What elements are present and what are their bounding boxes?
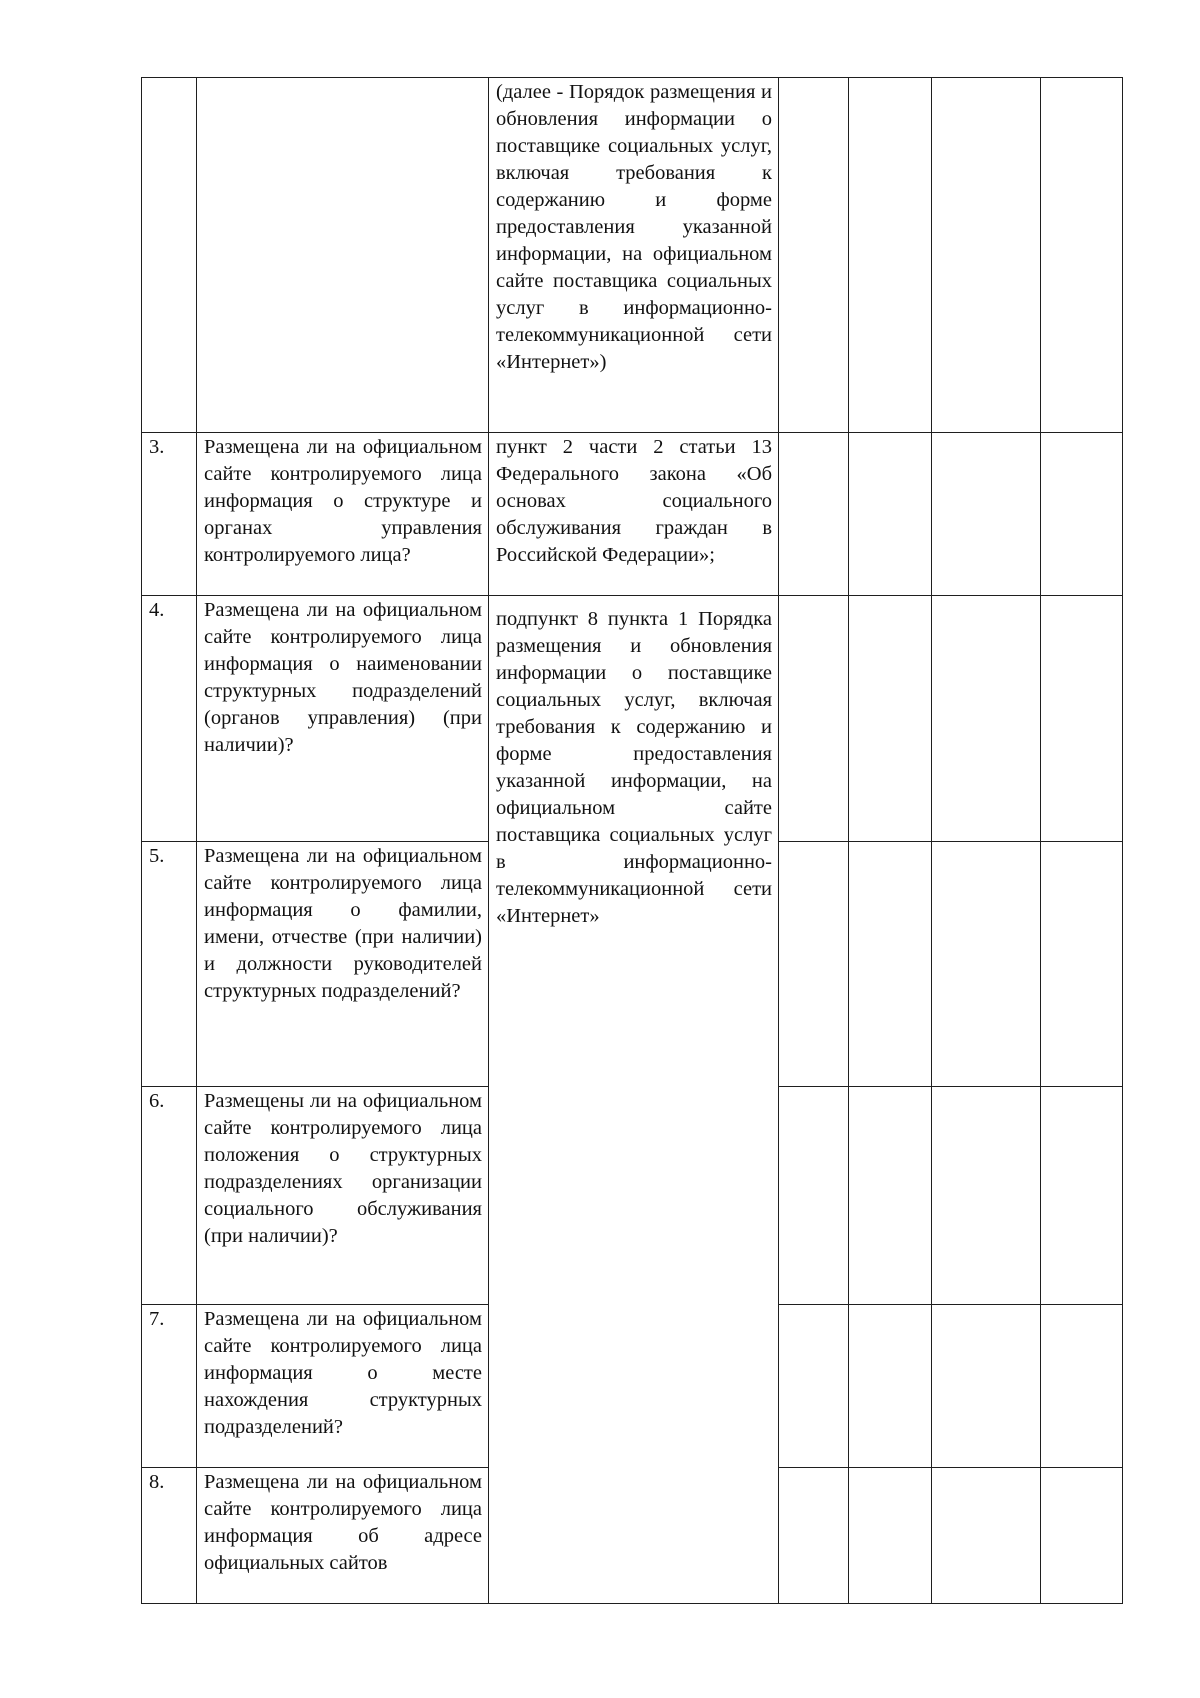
legal-basis-cell: (далее - Порядок размещения и обновления информации о поставщике социальных услуг, включая требования к содержанию и форме предоставления указанной информации, на официальном сайте поставщика социальных услуг в информационно-телекоммуникационной сети «Интернет») [489, 78, 779, 433]
table-row [142, 78, 1123, 433]
note-cell [1041, 78, 1123, 433]
answer-no-cell [849, 1087, 932, 1305]
answer-yes-cell [779, 433, 849, 596]
question-cell: Размещена ли на официальном сайте контролируемого лица информация о фамилии, имени, отчестве (при наличии) и должности руководителей структурных подразделений? [197, 842, 489, 1087]
answer-yes-cell [779, 78, 849, 433]
answer-na-cell [932, 1305, 1041, 1468]
checklist-table [141, 77, 1123, 1604]
row-number: 4. [142, 596, 197, 842]
answer-na-cell [932, 78, 1041, 433]
answer-na-cell [932, 433, 1041, 596]
legal-basis-cell: пункт 2 части 2 статьи 13 Федерального закона «Об основах социального обслуживания граждан в Российской Федерации»; [489, 433, 779, 596]
question-cell: Размещена ли на официальном сайте контролируемого лица информация об адресе официальных сайтов [197, 1468, 489, 1604]
row-number: 7. [142, 1305, 197, 1468]
answer-yes-cell [779, 596, 849, 842]
question-cell: Размещены ли на официальном сайте контролируемого лица положения о структурных подразделениях организации социального обслуживания (при наличии)? [197, 1087, 489, 1305]
question-cell: Размещена ли на официальном сайте контролируемого лица информация о месте нахождения структурных подразделений? [197, 1305, 489, 1468]
row-number: 8. [142, 1468, 197, 1604]
note-cell [1041, 1087, 1123, 1305]
answer-na-cell [932, 842, 1041, 1087]
question-cell: Размещена ли на официальном сайте контролируемого лица информация о наименовании структурных подразделений (органов управления) (при наличии)? [197, 596, 489, 842]
note-cell [1041, 842, 1123, 1087]
legal-basis-text: подпункт 8 пункта 1 Порядка размещения и обновления информации о поставщике социальных услуг, включая требования к содержанию и форме предоставления указанной информации, на официальном сайте поставщика социальных услуг в информационно-телекоммуникационной сети «Интернет» [496, 608, 772, 927]
question-cell [197, 78, 489, 433]
row-number: 3. [142, 433, 197, 596]
answer-yes-cell [779, 842, 849, 1087]
answer-na-cell [932, 1087, 1041, 1305]
answer-no-cell [849, 78, 932, 433]
answer-no-cell [849, 842, 932, 1087]
row-number: 5. [142, 842, 197, 1087]
legal-basis-cell [489, 596, 779, 1604]
answer-no-cell [849, 433, 932, 596]
note-cell [1041, 1305, 1123, 1468]
note-cell [1041, 433, 1123, 596]
row-number [142, 78, 197, 433]
row-number: 6. [142, 1087, 197, 1305]
question-cell: Размещена ли на официальном сайте контролируемого лица информация о структуре и органах управления контролируемого лица? [197, 433, 489, 596]
answer-yes-cell [779, 1087, 849, 1305]
note-cell [1041, 1468, 1123, 1604]
note-cell [1041, 596, 1123, 842]
answer-no-cell [849, 1305, 932, 1468]
table-row [142, 433, 1123, 596]
answer-na-cell [932, 1468, 1041, 1604]
answer-no-cell [849, 596, 932, 842]
answer-yes-cell [779, 1468, 849, 1604]
table-row [142, 596, 1123, 842]
answer-na-cell [932, 596, 1041, 842]
answer-yes-cell [779, 1305, 849, 1468]
answer-no-cell [849, 1468, 932, 1604]
